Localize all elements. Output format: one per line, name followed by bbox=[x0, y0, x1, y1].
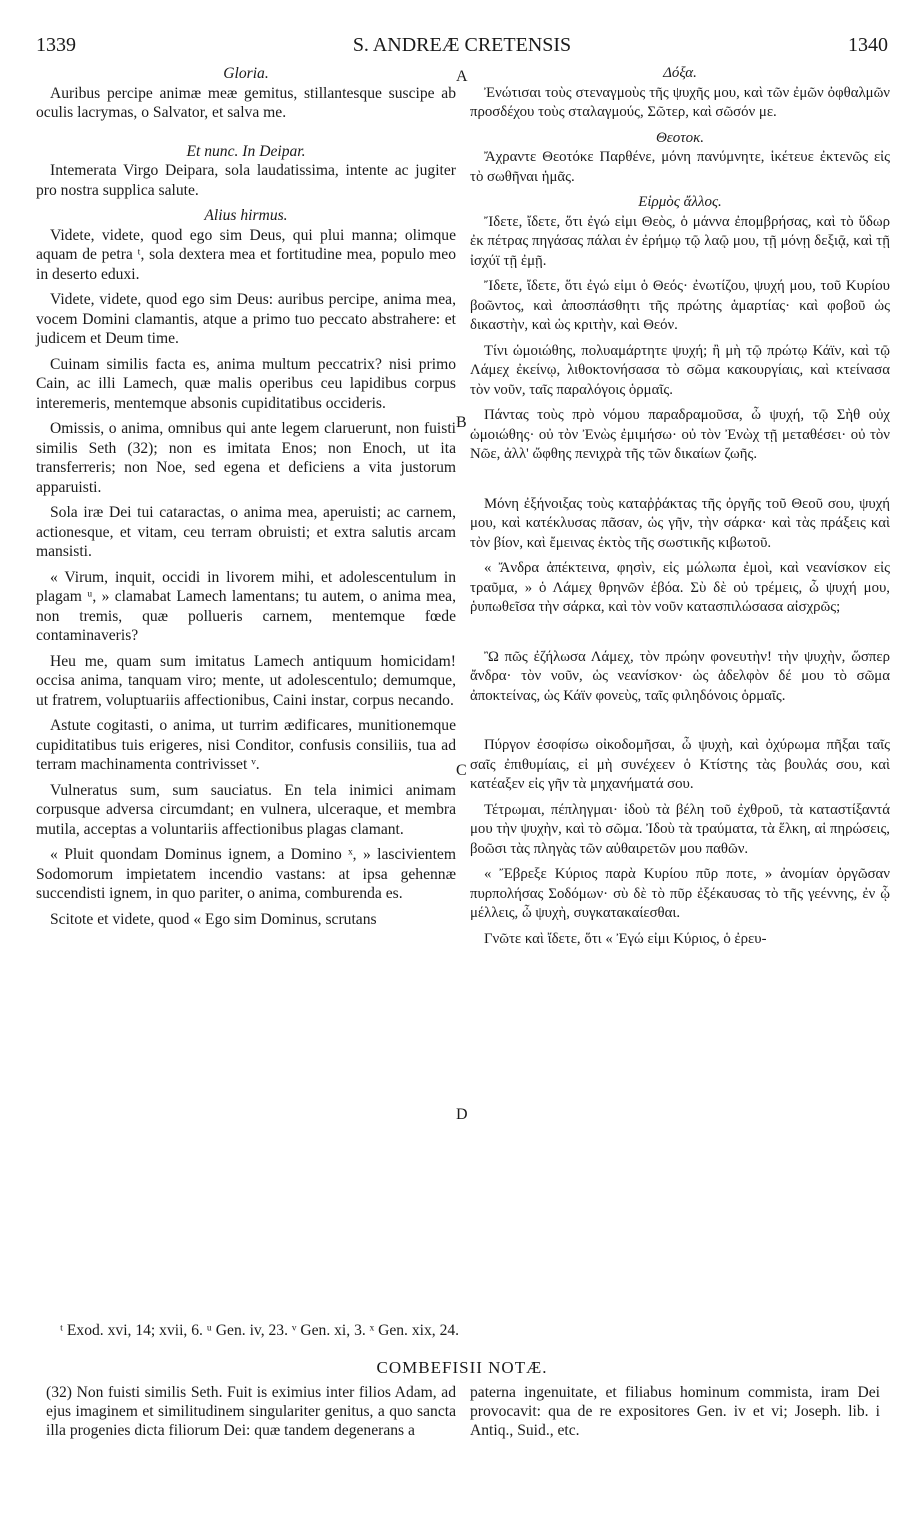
page-number-right: 1340 bbox=[848, 34, 888, 56]
margin-marker-b: B bbox=[456, 414, 467, 431]
latin-paragraph: Cuinam similis facta es, anima multum peccatrix? nisi primo Cain, ac illi Lamech, quæ malis operibus ceu lapidibus corpus interemeris, mentemque absonis cupiditatibus occideris. bbox=[36, 355, 456, 412]
latin-paragraph: Scitote et videte, quod « Ego sim Dominus, scrutans bbox=[50, 910, 377, 928]
latin-column bbox=[36, 64, 456, 935]
latin-heading-gloria: Gloria. bbox=[223, 65, 269, 82]
greek-paragraph: Γνῶτε καὶ ἴδετε, ὅτι « Ἐγώ εἰμι Κύριος, ὁ ἐρευ- bbox=[484, 930, 767, 947]
latin-paragraph: Heu me, quam sum imitatus Lamech antiquum homicidam! occisa anima, tanquam viro; mente, ut adolescentulo; demumque, ut fratrem, voluptuariis affectionibus, Caini instar, corpus necando. bbox=[36, 652, 456, 709]
greek-paragraph: Ἄχραντε Θεοτόκε Παρθένε, μόνη πανύμνητε, ἱκέτευε ἐκτενῶς εἰς τὸ σωθῆναι ἡμᾶς. bbox=[470, 149, 890, 185]
latin-paragraph: Videte, videte, quod ego sim Deus, qui plui manna; olimque aquam de petra ᵗ, sola dextera mea et fortitudine mea, populo meo in deserto eduxi. bbox=[36, 226, 456, 283]
greek-heading-heirmos: Εἱρμὸς ἄλλος. bbox=[638, 194, 722, 210]
scripture-footnotes: ᵗ Exod. xvi, 14; xvii, 6. ᵘ Gen. iv, 23. ᵛ Gen. xi, 3. ˣ Gen. xix, 24. bbox=[60, 1322, 460, 1339]
running-title: S. ANDREÆ CRETENSIS bbox=[352, 34, 572, 56]
notes-title: COMBEFISII NOTÆ. bbox=[376, 1358, 548, 1377]
greek-paragraph: « Ἔβρεξε Κύριος παρὰ Κυρίου πῦρ ποτε, » ἀνομίαν ὀργῶσαν πυρπολήσας Σοδόμων· σὺ δὲ τὸ πῦρ ἐξέκαυσας τὸ τῆς γεέννης, ἐν ᾧ μέλλεις, ὦ ψυχὴ, συγκατακαίεσθαι. bbox=[470, 866, 890, 921]
page-number-left: 1339 bbox=[36, 34, 76, 56]
note-left: (32) Non fuisti similis Seth. Fuit is eximius inter filios Adam, ad ejus imaginem et similitudinem singulariter genitus, a quo sancta illa progenies dicta filiorum Dei: quæ tandem degenerans a bbox=[46, 1384, 456, 1439]
greek-paragraph: « Ἄνδρα ἀπέκτεινα, φησὶν, εἰς μώλωπα ἐμοὶ, καὶ νεανίσκον εἰς τραῦμα, » ὁ Λάμεχ θρηνῶν ἐβόα. Σὺ δὲ οὐ τρέμεις, ὦ ψυχή μου, ῥυπωθεῖσα τὴν σάρκα, καὶ τὸν νοῦν κατασπιλώσασα αἰσχρῶς; bbox=[470, 560, 890, 615]
latin-paragraph: Sola iræ Dei tui cataractas, o anima mea, aperuisti; ac carnem, actionesque, et vitam, ceu terram obruisti; et extra salutis arcam mansisti. bbox=[36, 504, 456, 560]
latin-paragraph: Intemerata Virgo Deipara, sola laudatissima, intente ac jugiter pro nostra supplica salute. bbox=[36, 162, 456, 199]
latin-paragraph: Vulneratus sum, sum sauciatus. En tela inimici animam corpusque adversa circumdant; en vulnera, ulceraque, et membra mutila, acceptas a voluntariis affectionibus plagas clamant. bbox=[36, 781, 456, 838]
latin-paragraph: « Pluit quondam Dominus ignem, a Domino ˣ, » lascivientem Sodomorum impietatem incendio vastans: at ipsa gehennæ succendisti ignem, in quo pariter, o anima, comburenda es. bbox=[36, 846, 456, 902]
margin-marker-c: C bbox=[456, 762, 467, 779]
greek-paragraph: Ὢ πῶς ἐζήλωσα Λάμεχ, τὸν πρώην φονευτὴν! τὴν ψυχὴν, ὥσπερ ἄνδρα· τὸν νοῦν, ὡς νεανίσκον· ὡς ἀδελφὸν δέ μου τὸ σῶμα ἀποκτείνας, ὡς Κάϊν φονεὺς, ταῖς φιληδόνοις ὁρμαῖς. bbox=[470, 648, 890, 704]
greek-paragraph: Πύργον ἐσοφίσω οἰκοδομῆσαι, ὦ ψυχὴ, καὶ ὀχύρωμα πῆξαι ταῖς σαῖς ἐπιθυμίαις, εἰ μὴ συνέχεεν ὁ Κτίστης τὰς βουλάς σου, καὶ κατέαξεν εἰς γῆν τὰ μηχανήματά σου. bbox=[470, 737, 890, 792]
note-right: paterna ingenuitate, et filiabus hominum commista, iram Dei provocavit: qua de re expositores Gen. iv et vi; Joseph. lib. i Antiq., Suid., etc. bbox=[470, 1384, 880, 1439]
latin-paragraph: Videte, videte, quod ego sim Deus: auribus percipe, anima mea, vocem Domini clamantis, atque a primo tuo peccato abstrahere: et judicem et Deum time. bbox=[36, 291, 456, 347]
greek-paragraph: Πάντας τοὺς πρὸ νόμου παραδραμοῦσα, ὦ ψυχή, τῷ Σὴθ οὐχ ὡμοιώθης· οὐ τὸν Ἐνὼς ἐμιμήσω· οὐ τὸν Ἐνὼχ τῇ μεταθέσει· οὐ τὸν Νῶε, ἀλλ' ὤφθης πενιχρὰ τῆς τῶν δικαίων ζωῆς. bbox=[470, 407, 890, 462]
latin-paragraph: Omissis, o anima, omnibus qui ante legem claruerunt, non fuisti similis Seth (32); non es imitata Enos; non Enoch, ut ita transferreris; non Noe, sed egena et deficiens a vita justorum apparuisti. bbox=[36, 420, 456, 496]
latin-paragraph: Auribus percipe animæ meæ gemitus, stillantesque suscipe ab oculis lacrymas, o Salvator, et salva me. bbox=[36, 84, 456, 121]
margin-marker-a: A bbox=[456, 68, 468, 85]
greek-paragraph: Τίνι ὡμοιώθης, πολυαμάρτητε ψυχή; ἢ μὴ τῷ πρώτῳ Κάϊν, καὶ τῷ Λάμεχ ἐκείνῳ, λιθοκτονήσασα τὸ σῶμα κακουργίαις, καὶ κτείνασα τὸν νοῦν, ταῖς παραλόγοις ὁρμαῖς. bbox=[470, 342, 890, 398]
greek-paragraph: Μόνη ἐξήνοιξας τοὺς καταῤῥάκτας τῆς ὀργῆς τοῦ Θεοῦ σου, ψυχή μου, καὶ κατέκλυσας πᾶσαν, ὡς γῆν, τὴν σάρκα· καὶ τὰς πράξεις καὶ τὸν βίον, καὶ ἔμεινας ἐκτὸς τῆς σωστικῆς κιβωτοῦ. bbox=[470, 495, 890, 551]
greek-paragraph: Ἴδετε, ἴδετε, ὅτι ἐγώ εἰμι ὁ Θεός· ἐνωτίζου, ψυχή μου, τοῦ Κυρίου βοῶντος, καὶ ἀποσπάσθητι τῆς πρώτης ἁμαρτίας· καὶ φοβοῦ ὡς δικαστὴν, καὶ ὡς κριτὴν, καὶ Θεόν. bbox=[470, 278, 890, 333]
latin-heading-hirmus: Alius hirmus. bbox=[204, 207, 288, 224]
latin-paragraph: Astute cogitasti, o anima, ut turrim ædificares, munitionemque cupiditatibus tuis erigeres, nisi Conditor, confusis consiliis, tua ad terram machinamenta contrivisset ᵛ. bbox=[36, 717, 456, 773]
greek-column bbox=[470, 64, 890, 955]
latin-paragraph: « Virum, inquit, occidi in livorem mihi, et adolescentulum in plagam ᵘ, » clamabat Lamech lamentans; tu autem, o anima mea, non tremis, quæ pollueris carnem, mentemque fœde contaminaveris? bbox=[36, 568, 456, 644]
greek-heading-doxa: Δόξα. bbox=[663, 65, 697, 81]
greek-paragraph: Ἐνώτισαι τοὺς στεναγμοὺς τῆς ψυχῆς μου, καὶ τῶν ἐμῶν ὀφθαλμῶν προσδέχου τοὺς σταλαγμούς, Σῶτερ, καὶ σῶσόν με. bbox=[470, 84, 890, 120]
margin-marker-d: D bbox=[456, 1106, 468, 1123]
greek-paragraph: Ἴδετε, ἴδετε, ὅτι ἐγώ εἰμι Θεὸς, ὁ μάννα ἐπομβρήσας, καὶ τὸ ὕδωρ ἐκ πέτρας πηγάσας πάλαι ἐν ἐρήμῳ τῷ λαῷ μου, τῇ μόνῃ δεξιᾷ, καὶ τῇ ἰσχύϊ τῇ ἐμῇ. bbox=[470, 213, 890, 269]
greek-paragraph: Τέτρωμαι, πέπληγμαι· ἰδοὺ τὰ βέλη τοῦ ἐχθροῦ, τὰ καταστίξαντά μου τὴν ψυχὴν, καὶ τὸ σῶμα. Ἰδοὺ τὰ τραύματα, τὰ ἕλκη, αἱ πηρώσεις, βοῶσι τὰς πληγὰς τῶν αὐθαιρετῶν μου παθῶν. bbox=[470, 801, 890, 857]
greek-heading-theotok: Θεοτοκ. bbox=[655, 129, 705, 146]
latin-heading-deipar: Et nunc. In Deipar. bbox=[186, 142, 306, 160]
